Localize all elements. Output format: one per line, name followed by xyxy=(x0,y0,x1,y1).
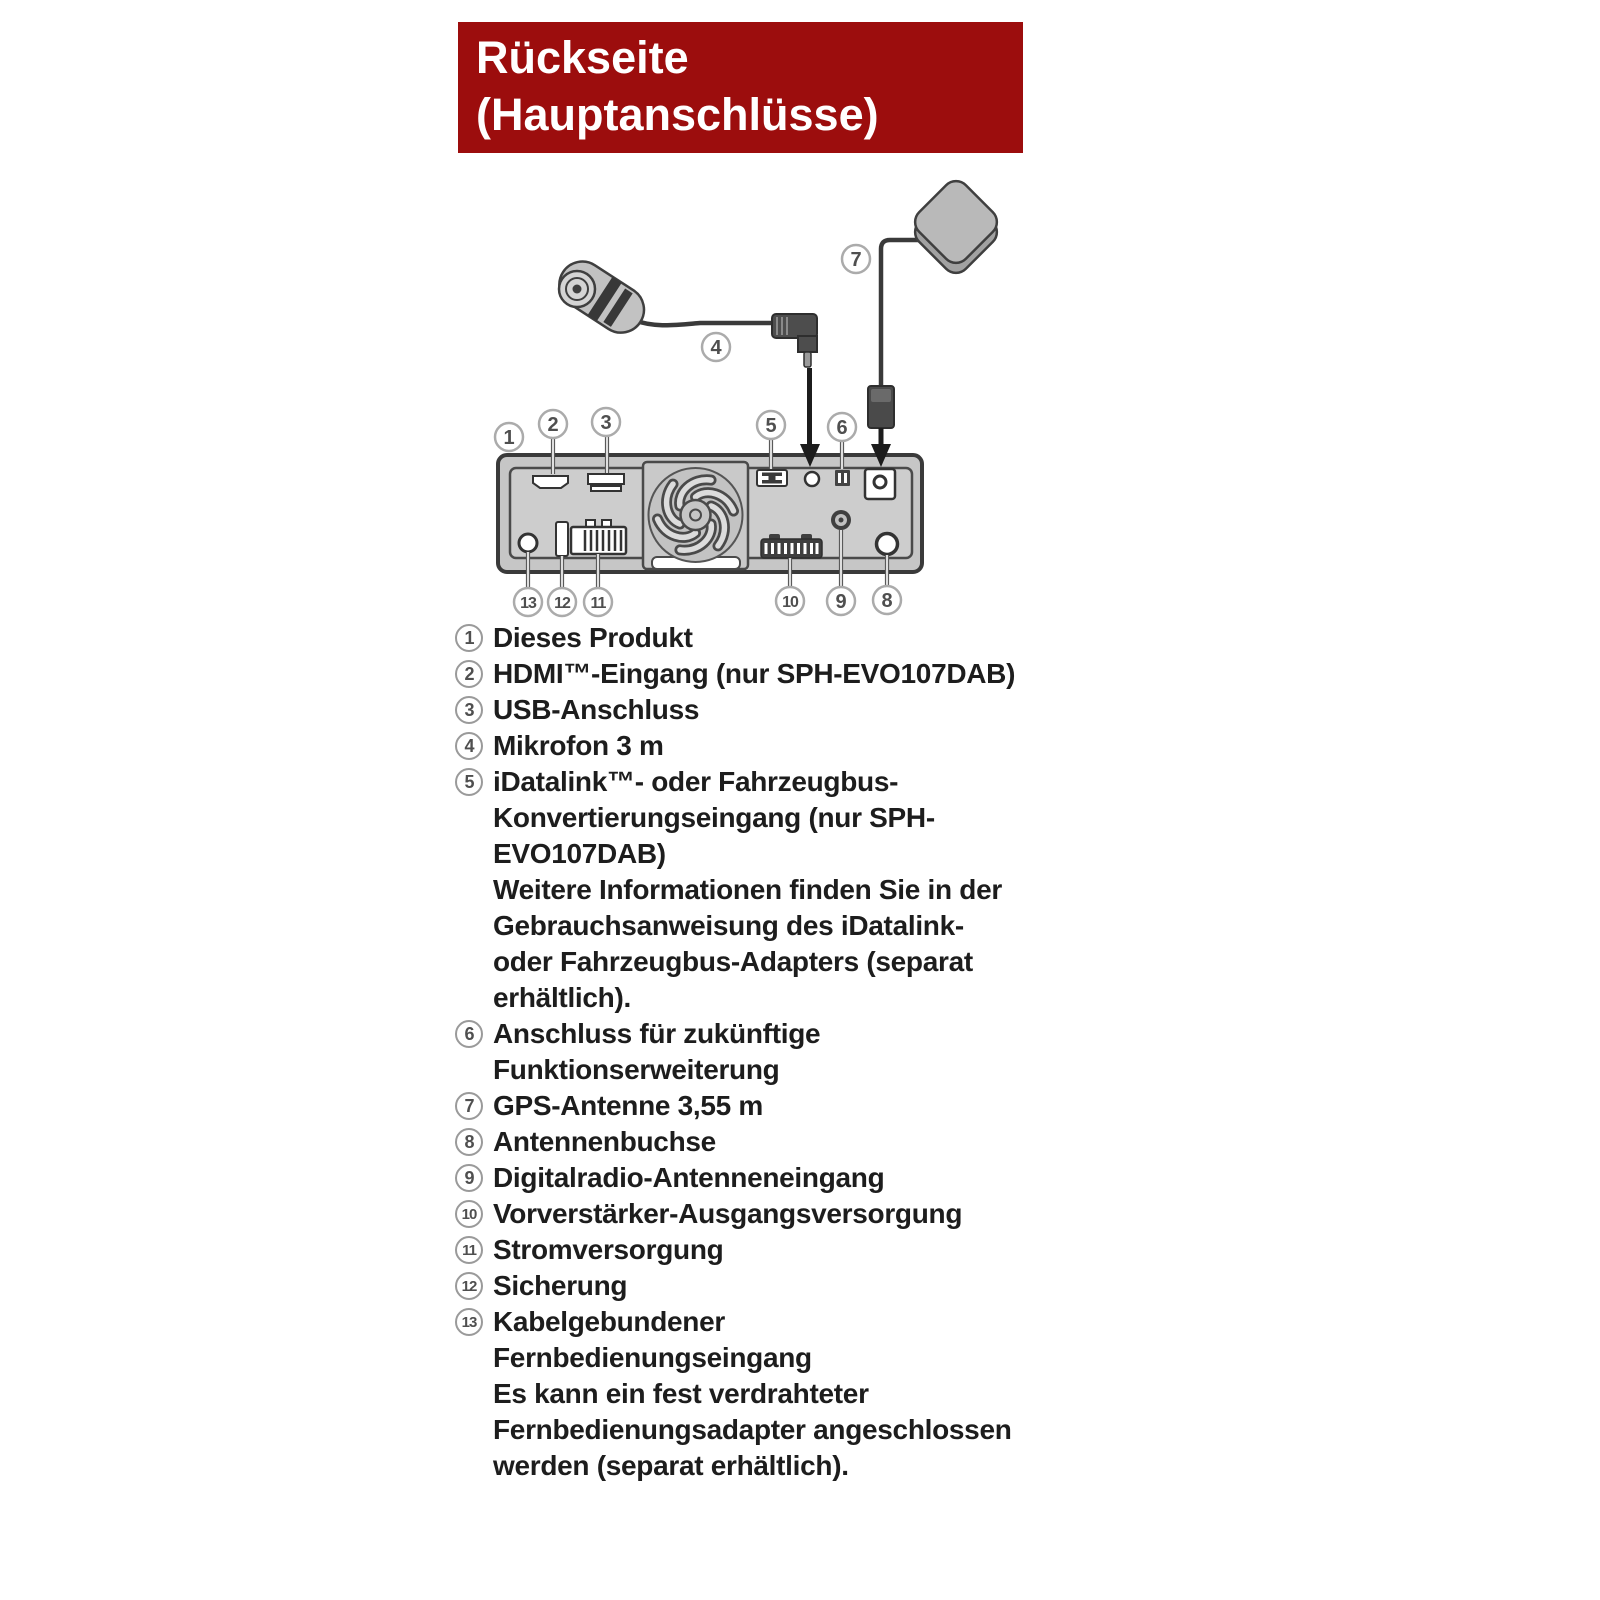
legend-item-text: Antennenbuchse xyxy=(493,1126,716,1157)
callout-8 xyxy=(873,586,901,614)
legend-item-text: Kabelgebundener Fernbedienungseingang Es kann ein fest verdrahteter Fernbedienungsadapter angeschlossen werden (separat erhältlich). xyxy=(493,1306,1012,1481)
callout-13 xyxy=(514,588,542,616)
legend-item-text: Dieses Produkt xyxy=(493,622,693,653)
legend-item-text: Stromversorgung xyxy=(493,1234,724,1265)
callout-10 xyxy=(776,587,804,615)
legend-item-number: 2 xyxy=(455,660,483,688)
legend-item-number: 12 xyxy=(455,1272,483,1300)
legend-item-text: USB-Anschluss xyxy=(493,694,700,725)
legend-item-text: Sicherung xyxy=(493,1270,628,1301)
legend-item xyxy=(455,1124,1065,1160)
legend-item-number: 1 xyxy=(455,624,483,652)
callout-6 xyxy=(828,413,856,441)
legend-item xyxy=(455,728,1065,764)
callout-2 xyxy=(539,410,567,438)
svg-text:13: 13 xyxy=(520,595,536,612)
legend-item-number: 10 xyxy=(455,1200,483,1228)
legend-item xyxy=(455,692,1065,728)
legend-item-number: 4 xyxy=(455,732,483,760)
microphone-jack-icon xyxy=(805,472,819,486)
usb-port-icon xyxy=(588,474,624,491)
callout-11 xyxy=(584,588,612,616)
svg-text:6: 6 xyxy=(836,417,848,439)
svg-text:11: 11 xyxy=(590,595,606,612)
svg-text:5: 5 xyxy=(765,415,777,437)
svg-text:2: 2 xyxy=(547,414,559,436)
legend-item-number: 5 xyxy=(455,768,483,796)
section-title-line2: (Hauptanschlüsse) xyxy=(476,89,879,140)
legend-item-number: 13 xyxy=(455,1308,483,1336)
svg-text:8: 8 xyxy=(881,590,893,612)
hdmi-port-icon xyxy=(533,476,568,488)
legend-item xyxy=(455,656,1065,692)
callout-5 xyxy=(757,411,785,439)
legend-item xyxy=(455,1268,1065,1304)
legend-item xyxy=(455,764,1065,1016)
callout-7 xyxy=(842,245,870,273)
device-rear-panel xyxy=(498,455,922,572)
mic-plug-icon xyxy=(772,314,817,367)
legend-item xyxy=(455,620,1065,656)
legend-item-number: 7 xyxy=(455,1092,483,1120)
legend-item-text: iDatalink™- oder Fahrzeugbus- Konvertierungseingang (nur SPH- EVO107DAB) Weitere Informationen finden Sie in der Gebrauchsanweisung des iDatalink- oder Fahrzeugbus-Adapters (separat erhältlich). xyxy=(493,766,1002,1013)
legend-item-number: 9 xyxy=(455,1164,483,1192)
svg-text:10: 10 xyxy=(782,594,798,611)
wired-remote-jack-icon xyxy=(519,534,537,552)
idatalink-port-icon xyxy=(757,470,787,486)
legend-item xyxy=(455,1196,1065,1232)
legend-item-text: Digitalradio-Antenneneingang xyxy=(493,1162,885,1193)
callout-3 xyxy=(592,408,620,436)
legend-item-text: Vorverstärker-Ausgangsversorgung xyxy=(493,1198,963,1229)
legend-list xyxy=(455,620,1065,1484)
svg-text:12: 12 xyxy=(554,595,570,612)
svg-text:1: 1 xyxy=(503,427,515,449)
svg-text:9: 9 xyxy=(835,591,847,613)
callout-12 xyxy=(548,588,576,616)
section-title-line1: Rückseite xyxy=(476,32,689,83)
callout-9 xyxy=(827,587,855,615)
cooling-fan-icon xyxy=(643,462,748,569)
legend-item xyxy=(455,1016,1065,1088)
legend-item-text: HDMI™-Eingang (nur SPH-EVO107DAB) xyxy=(493,658,1016,689)
fuse-icon xyxy=(556,522,568,556)
expansion-port-icon xyxy=(835,470,850,486)
legend-item-number: 3 xyxy=(455,696,483,724)
legend-item xyxy=(455,1232,1065,1268)
legend-item xyxy=(455,1088,1065,1124)
legend-item-number: 6 xyxy=(455,1020,483,1048)
svg-text:7: 7 xyxy=(850,249,862,271)
legend-item-number: 8 xyxy=(455,1128,483,1156)
gps-antenna-icon xyxy=(868,175,1003,467)
radio-antenna-jack-icon xyxy=(877,534,898,555)
callout-1 xyxy=(495,423,523,451)
svg-text:4: 4 xyxy=(710,337,722,359)
legend-item xyxy=(455,1304,1065,1484)
callout-4 xyxy=(702,333,730,361)
legend-item xyxy=(455,1160,1065,1196)
legend-item-text: GPS-Antenne 3,55 m xyxy=(493,1090,764,1121)
legend-item-number: 11 xyxy=(455,1236,483,1264)
dab-antenna-jack-icon xyxy=(831,510,851,530)
legend-item-text: Anschluss für zukünftige Funktionserweiterung xyxy=(493,1018,821,1085)
legend-item-text: Mikrofon 3 m xyxy=(493,730,664,761)
svg-text:3: 3 xyxy=(600,412,612,434)
gps-jack-icon xyxy=(865,469,895,499)
